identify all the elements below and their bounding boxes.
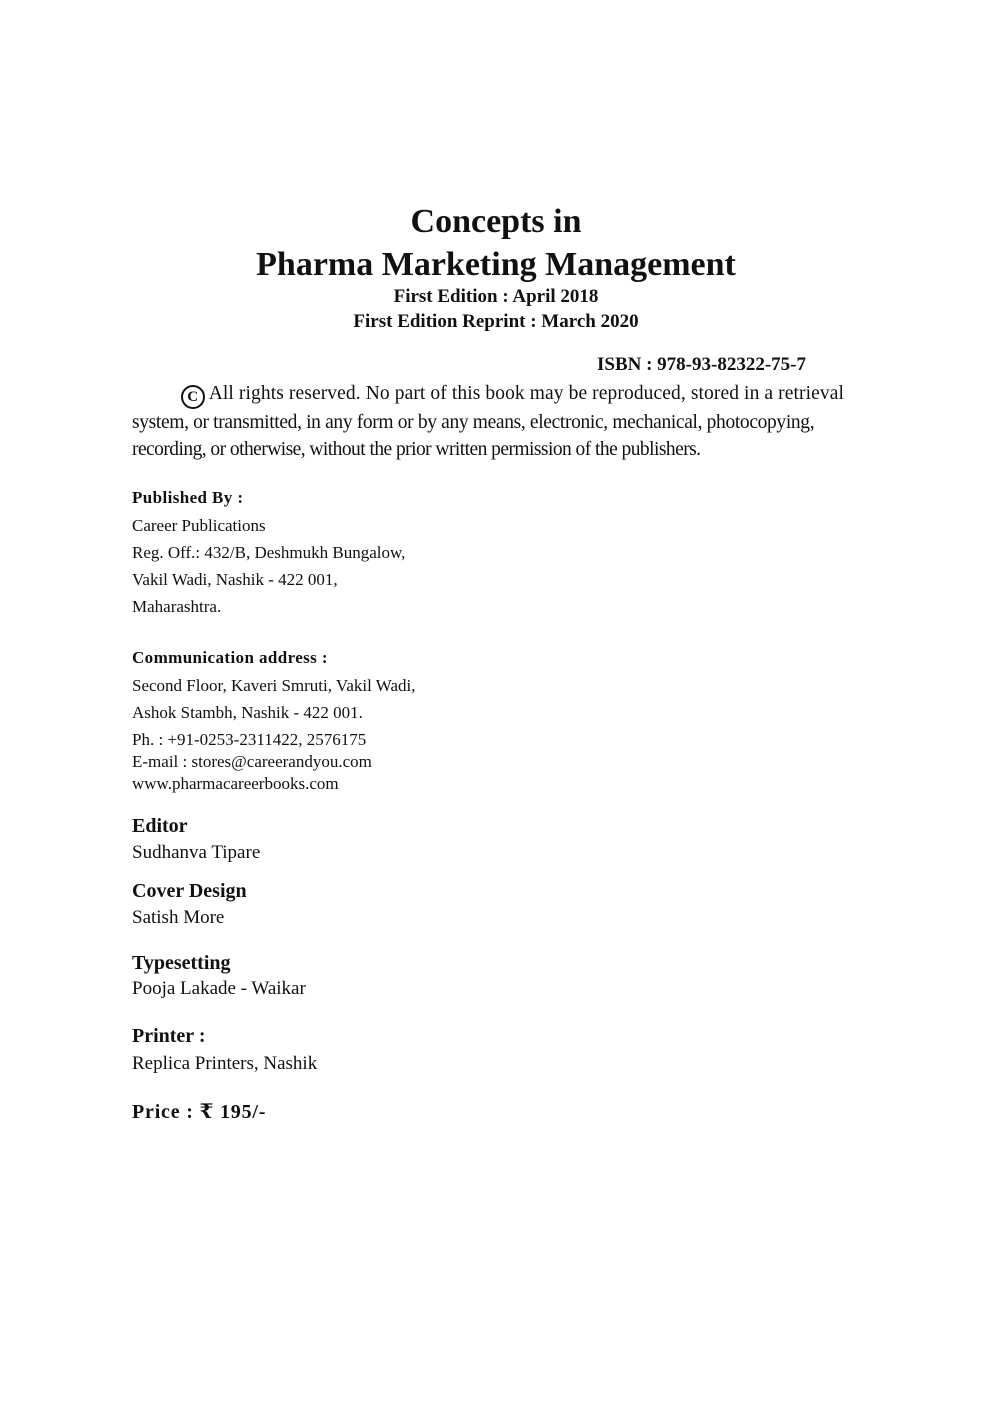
price: Price : ₹ 195/-: [132, 1101, 267, 1123]
copyright-icon: C: [181, 385, 205, 409]
phone-numbers: Ph. : +91-0253-2311422, 2576175: [132, 730, 367, 749]
publisher-address-line: Maharashtra.: [132, 597, 222, 616]
publisher-address-line: Reg. Off.: 432/B, Deshmukh Bungalow,: [132, 543, 406, 562]
publisher-address-line: Vakil Wadi, Nashik - 422 001,: [132, 570, 338, 589]
rights-line-2: system, or transmitted, in any form or by any means, electronic, mechanical, photocopying,: [132, 412, 815, 433]
typesetter-name: Pooja Lakade - Waikar: [132, 978, 306, 999]
email-address: E-mail : stores@careerandyou.com: [132, 752, 372, 771]
book-title-line-2: Pharma Marketing Management: [256, 246, 736, 283]
printer-name: Replica Printers, Nashik: [132, 1053, 318, 1074]
communication-address-line: Ashok Stambh, Nashik - 422 001.: [132, 703, 363, 722]
communication-address: [132, 672, 415, 753]
editor-label: Editor: [132, 815, 188, 837]
cover-design-label: Cover Design: [132, 880, 247, 902]
publisher-name: Career Publications: [132, 516, 266, 535]
contact-online: [132, 751, 372, 795]
rights-notice: [132, 380, 844, 463]
rights-line-1: C All rights reserved. No part of this book may be reproduced, stored in a retrieval: [132, 380, 844, 409]
cover-designer-name: Satish More: [132, 907, 225, 928]
first-edition: First Edition : April 2018: [393, 286, 599, 307]
editor-name: Sudhanva Tipare: [132, 842, 261, 863]
communication-address-label: Communication address :: [132, 648, 328, 667]
book-title-line-1: Concepts in: [410, 203, 582, 240]
typesetting-label: Typesetting: [132, 952, 231, 974]
printer-label: Printer :: [132, 1025, 206, 1047]
rights-line-3: recording, or otherwise, without the prior written permission of the publishers.: [132, 439, 701, 460]
edition-reprint: First Edition Reprint : March 2020: [353, 311, 639, 332]
communication-address-line: Second Floor, Kaveri Smruti, Vakil Wadi,: [132, 676, 416, 695]
published-by-label: Published By :: [132, 488, 244, 507]
isbn: ISBN : 978-93-82322-75-7: [597, 354, 806, 375]
website-url: www.pharmacareerbooks.com: [132, 774, 339, 793]
publisher-address: [132, 512, 405, 620]
